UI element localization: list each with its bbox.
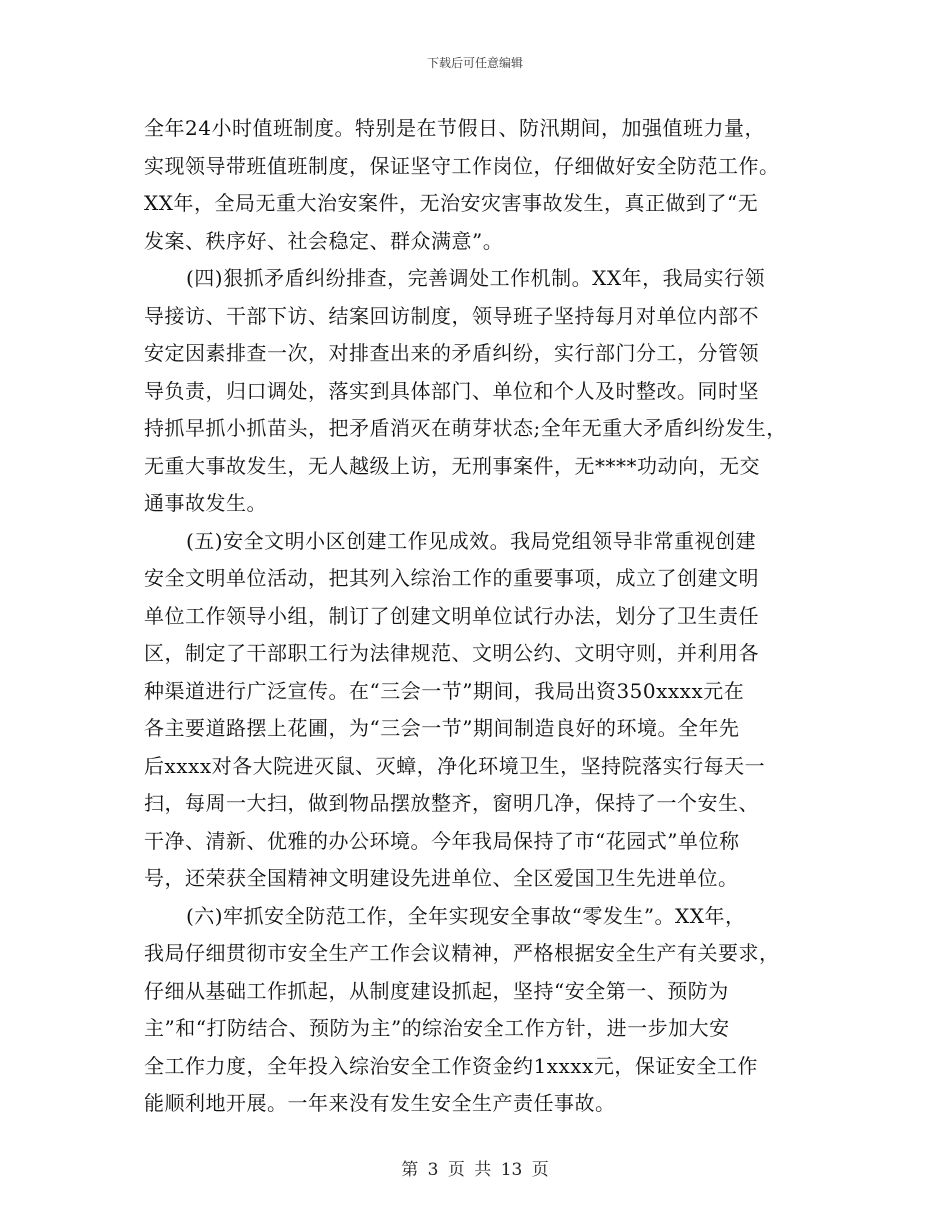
text-line: 扫，每周一大扫，做到物品摆放整齐，窗明几净，保持了一个安生、 <box>144 791 759 815</box>
text-line: 种渠道进行广泛宣传。在“三会一节”期间，我局出资350xxxx元在 <box>144 678 745 703</box>
text-line: XX年，全局无重大治安案件，无治安灾害事故发生，真正做到了“无 <box>144 191 759 215</box>
text-line: 号，还荣获全国精神文明建设先进单位、全区爱国卫生先进单位。 <box>144 866 739 890</box>
text-line: 我局仔细贯彻市安全生产工作会议精神，严格根据安全生产有关要求， <box>144 941 780 965</box>
text-line: 发案、秩序好、社会稳定、群众满意”。 <box>144 228 504 253</box>
text-line: 实现领导带班值班制度，保证坚守工作岗位，仔细做好安全防范工作。 <box>144 153 780 178</box>
text-line: 全年24小时值班制度。特别是在节假日、防汛期间，加强值班力量， <box>144 116 765 140</box>
text-line: 导负责，归口调处，落实到具体部门、单位和个人及时整改。同时坚 <box>144 378 759 403</box>
text-line: 仔细从基础工作抓起，从制度建设抓起，坚持“安全第一、预防为 <box>144 978 729 1003</box>
text-line: (四)狠抓矛盾纠纷排查，完善调处工作机制。XX年，我局实行领 <box>186 266 766 290</box>
text-line: 导接访、干部下访、结案回访制度，领导班子坚持每月对单位内部不 <box>144 303 759 328</box>
text-line: (五)安全文明小区创建工作见成效。我局党组领导非常重视创建 <box>186 528 757 553</box>
text-line: 通事故发生。 <box>144 491 267 515</box>
document-body <box>144 110 824 1123</box>
text-line: 各主要道路摆上花圃，为“三会一节”期间制造良好的环境。全年先 <box>144 716 740 740</box>
text-line: 无重大事故发生，无人越级上访，无刑事案件，无****功动向，无交 <box>144 453 760 478</box>
text-line: 持抓早抓小抓苗头，把矛盾消灭在萌芽状态;全年无重大矛盾纠纷发生， <box>144 416 787 440</box>
text-line: 安定因素排查一次，对排查出来的矛盾纠纷，实行部门分工，分管领 <box>144 341 759 365</box>
text-line: 后xxxx对各大院进灭鼠、灭蟑，净化环境卫生，坚持院落实行每天一 <box>144 753 766 778</box>
text-line: 区，制定了干部职工行为法律规范、文明公约、文明守则，并利用各 <box>144 641 759 665</box>
text-line: 全工作力度，全年投入综治安全工作资金约1xxxx元，保证安全工作 <box>144 1053 758 1078</box>
page-number: 第 3 页 共 13 页 <box>401 1160 549 1180</box>
text-line: 单位工作领导小组，制订了创建文明单位试行办法，划分了卫生责任 <box>144 603 759 628</box>
text-line: 干净、清新、优雅的办公环境。今年我局保持了市“花园式”单位称 <box>144 828 740 853</box>
page-header: 下载后可任意编辑 <box>426 56 523 70</box>
text-line: 能顺利地开展。一年来没有发生安全生产责任事故。 <box>144 1091 616 1115</box>
text-line: (六)牢抓安全防范工作，全年实现安全事故“零发生”。XX年， <box>186 903 746 928</box>
text-line: 安全文明单位活动，把其列入综治工作的重要事项，成立了创建文明 <box>144 566 759 590</box>
text-line: 主”和“打防结合、预防为主”的综治安全工作方针，进一步加大安 <box>144 1016 730 1040</box>
